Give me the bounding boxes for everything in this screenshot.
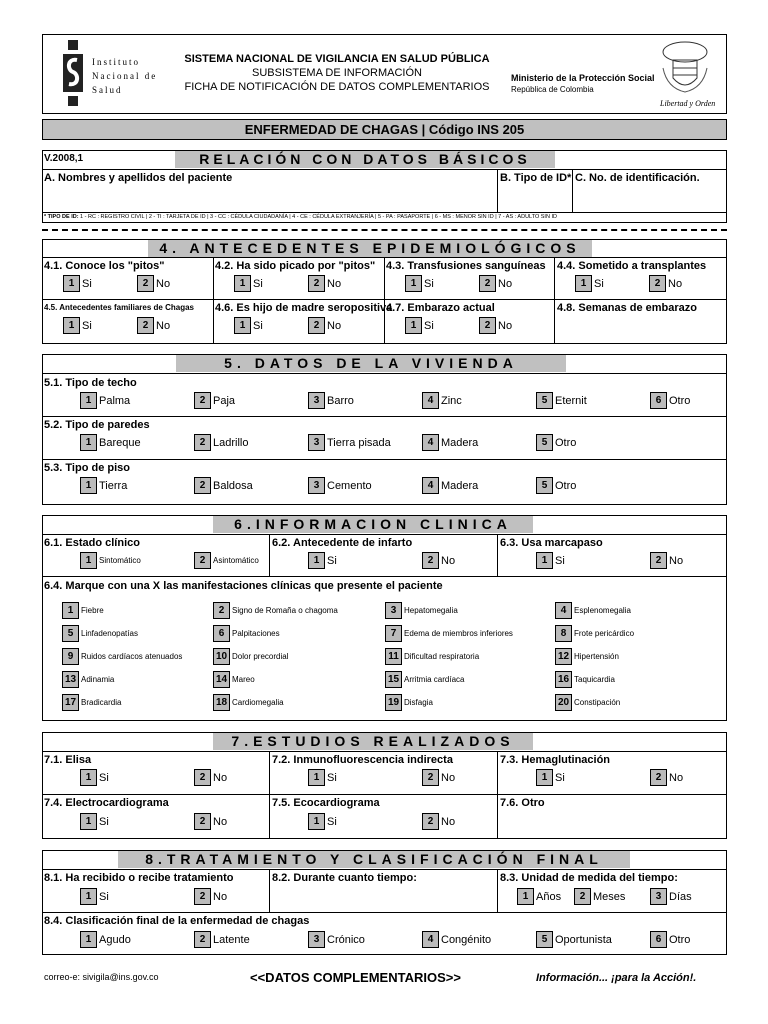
duration-field[interactable]: [272, 886, 492, 908]
clinical-state-1[interactable]: 1 Sintomático: [80, 552, 141, 569]
option-label: Si: [327, 771, 337, 784]
q8-2-label: 8.2. Durante cuanto tiempo:: [272, 872, 417, 884]
footer-email: correo-e: sivigila@ins.gov.co: [44, 972, 159, 982]
q8-1-label: 8.1. Ha recibido o recibe tratamiento: [44, 872, 234, 884]
option-label: Si: [555, 554, 565, 567]
q4-2-label: 4.2. Ha sido picado por "pitos": [215, 260, 376, 272]
option-label: Si: [594, 277, 604, 290]
q7-2-label: 7.2. Inmunofluorescencia indirecta: [272, 754, 453, 766]
q7-4-no[interactable]: 2 No: [194, 813, 227, 830]
option-label: Hepatomegalia: [404, 606, 458, 615]
q4-4-no[interactable]: 2 No: [649, 275, 682, 292]
option-label: Otro: [555, 436, 577, 449]
header-title-3: FICHA DE NOTIFICACIÓN DE DATOS COMPLEMENTARIOS: [184, 81, 490, 93]
section-4-band: 4. ANTECEDENTES EPIDEMIOLÓGICOS: [148, 240, 592, 257]
q4-3-si[interactable]: 1 Si: [405, 275, 434, 292]
section-5-band: 5. DATOS DE LA VIVIENDA: [176, 355, 566, 372]
wall-opt-2[interactable]: 2 Ladrillo: [194, 434, 248, 451]
time-unit-2[interactable]: 2 Meses: [574, 888, 625, 905]
q8-1-si[interactable]: 1 Si: [80, 888, 109, 905]
ministry: [511, 72, 655, 96]
q4-6-label: 4.6. Es hijo de madre seropositiva: [215, 302, 393, 314]
form-title: ENFERMEDAD DE CHAGAS | Código INS 205: [42, 119, 727, 140]
manifestation-2[interactable]: 2 Signo de Romaña o chagoma: [213, 602, 338, 619]
option-label: Si: [327, 815, 337, 828]
section-6-band: 6.INFORMACION CLINICA: [213, 516, 533, 533]
final-class-1[interactable]: 1 Agudo: [80, 931, 131, 948]
q7-6-label: 7.6. Otro: [500, 797, 545, 809]
q6-3-si[interactable]: 1 Si: [536, 552, 565, 569]
q4-2-no[interactable]: 2 No: [308, 275, 341, 292]
manifestation-14[interactable]: 14 Mareo: [213, 671, 255, 688]
option-label: Ladrillo: [213, 436, 249, 449]
manifestation-5[interactable]: 5 Linfadenopatías: [62, 625, 138, 642]
option-label: Si: [327, 554, 337, 567]
coat-of-arms-icon: [655, 38, 715, 96]
option-label: Frote pericárdico: [574, 629, 635, 638]
option-label: No: [327, 319, 342, 332]
option-label: No: [213, 890, 228, 903]
id-type-label: B. Tipo de ID*: [500, 172, 572, 184]
final-class-2[interactable]: 2 Latente: [194, 931, 250, 948]
option-label: Si: [99, 890, 109, 903]
final-class-4[interactable]: 4 Congénito: [422, 931, 491, 948]
option-label: Latente: [213, 933, 250, 946]
option-label: Años: [536, 890, 562, 903]
option-label: Meses: [593, 890, 626, 903]
time-unit-1[interactable]: 1 Años: [517, 888, 561, 905]
id-type-note-text: 1 - RC : REGISTRO CIVIL | 2 - TI : TARJETA DE ID | 3 - CC : CÉDULA CIUDADANÍA | 4 - CE : CÉDULA EXTRANJERÍA | 5 - PA : PASAPORTE | 6 - MS : MENOR SIN ID | 7 - AS : ADULTO SIN ID: [78, 214, 557, 220]
option-label: Baldosa: [213, 479, 253, 492]
option-label: Adinamia: [81, 675, 115, 684]
q4-3-label: 4.3. Transfusiones sanguíneas: [386, 260, 546, 272]
manifestation-13[interactable]: 13 Adinamia: [62, 671, 114, 688]
q6-2-no[interactable]: 2 No: [422, 552, 455, 569]
manifestation-12[interactable]: 12 Hipertensión: [555, 648, 619, 665]
option-label: Cardiomegalia: [232, 698, 284, 707]
floor-opt-3[interactable]: 3 Cemento: [308, 477, 372, 494]
option-label: No: [327, 277, 342, 290]
q4-4-label: 4.4. Sometido a transplantes: [557, 260, 707, 272]
footer-slogan: Información... ¡para la Acción!.: [536, 972, 697, 984]
basic-band: RELACIÓN CON DATOS BÁSICOS: [175, 151, 555, 168]
ins-line-3: Salud: [92, 85, 123, 95]
q4-5-no[interactable]: 2 No: [137, 317, 170, 334]
patient-name-field[interactable]: [44, 186, 494, 210]
option-label: No: [441, 771, 456, 784]
q7-4-si[interactable]: 1 Si: [80, 813, 109, 830]
q4-7-si[interactable]: 1 Si: [405, 317, 434, 334]
option-label: Hipertensión: [574, 652, 619, 661]
dashed-divider: [42, 229, 727, 231]
id-number-label: C. No. de identificación.: [575, 172, 700, 184]
option-label: Si: [555, 771, 565, 784]
option-label: Bareque: [99, 436, 141, 449]
option-label: Tierra pisada: [327, 436, 391, 449]
option-label: Tierra: [99, 479, 128, 492]
q4-3-no[interactable]: 2 No: [479, 275, 512, 292]
manifestation-17[interactable]: 17 Bradicardia: [62, 694, 121, 711]
q6-3-label: 6.3. Usa marcapaso: [500, 537, 603, 549]
option-label: Edema de miembros inferiores: [404, 629, 513, 638]
floor-opt-5[interactable]: 5 Otro: [536, 477, 576, 494]
option-label: Esplenomegalia: [574, 606, 631, 615]
manifestation-1[interactable]: 1 Fiebre: [62, 602, 104, 619]
option-label: Bradicardia: [81, 698, 122, 707]
option-label: Sintomático: [99, 556, 141, 565]
option-label: Paja: [213, 394, 236, 407]
option-label: Madera: [441, 436, 479, 449]
option-label: Asintomático: [213, 556, 259, 565]
manifestation-9[interactable]: 9 Ruidos cardíacos atenuados: [62, 648, 182, 665]
q7-1-label: 7.1. Elisa: [44, 754, 92, 766]
q6-1-label: 6.1. Estado clínico: [44, 537, 140, 549]
manifestation-11[interactable]: 11 Dificultad respiratoria: [385, 648, 479, 665]
manifestation-20[interactable]: 20 Constipación: [555, 694, 620, 711]
option-label: Si: [99, 771, 109, 784]
clinical-state-2[interactable]: 2 Asintomático: [194, 552, 259, 569]
roof-opt-1[interactable]: 1 Palma: [80, 392, 130, 409]
option-label: Si: [253, 277, 263, 290]
q7-5-no[interactable]: 2 No: [422, 813, 455, 830]
wall-opt-5[interactable]: 5 Otro: [536, 434, 576, 451]
roof-opt-5[interactable]: 5 Eternit: [536, 392, 587, 409]
option-label: No: [156, 277, 171, 290]
floor-opt-4[interactable]: 4 Madera: [422, 477, 478, 494]
q4-6-no[interactable]: 2 No: [308, 317, 341, 334]
q6-2-label: 6.2. Antecedente de infarto: [272, 537, 413, 549]
option-label: Signo de Romaña o chagoma: [232, 606, 338, 615]
option-label: Zinc: [441, 394, 462, 407]
ins-logo: [63, 40, 83, 106]
q4-7-label: 4.7. Embarazo actual: [386, 302, 495, 314]
option-label: Si: [424, 319, 434, 332]
option-label: Oportunista: [555, 933, 612, 946]
roof-opt-6[interactable]: 6 Otro: [650, 392, 690, 409]
manifestation-8[interactable]: 8 Frote pericárdico: [555, 625, 634, 642]
q4-1-label: 4.1. Conoce los "pitos": [44, 260, 165, 272]
option-label: Palma: [99, 394, 131, 407]
manifestation-18[interactable]: 18 Cardiomegalia: [213, 694, 284, 711]
final-class-5[interactable]: 5 Oportunista: [536, 931, 612, 948]
q4-5-label: 4.5. Antecedentes familiares de Chagas: [44, 303, 194, 312]
option-label: No: [213, 815, 228, 828]
option-label: No: [441, 815, 456, 828]
header-titles: [172, 52, 502, 94]
patient-name-label: A. Nombres y apellidos del paciente: [44, 172, 233, 184]
version: V.2008,1: [44, 153, 84, 164]
wall-opt-1[interactable]: 1 Bareque: [80, 434, 141, 451]
option-label: Si: [253, 319, 263, 332]
option-label: Mareo: [232, 675, 255, 684]
final-class-3[interactable]: 3 Crónico: [308, 931, 365, 948]
q6-3-no[interactable]: 2 No: [650, 552, 683, 569]
ins-line-1: Instituto: [92, 57, 141, 67]
header-title-1: SISTEMA NACIONAL DE VIGILANCIA EN SALUD PÚBLICA: [184, 53, 490, 65]
q5-3-label: 5.3. Tipo de piso: [44, 462, 130, 474]
option-label: Arritmia cardíaca: [404, 675, 465, 684]
final-class-6[interactable]: 6 Otro: [650, 931, 690, 948]
wall-opt-3[interactable]: 3 Tierra pisada: [308, 434, 391, 451]
ins-name: [92, 55, 157, 97]
manifestation-19[interactable]: 19 Disfagia: [385, 694, 433, 711]
manifestation-6[interactable]: 6 Palpitaciones: [213, 625, 280, 642]
q8-4-label: 8.4. Clasificación final de la enfermedad de chagas: [44, 915, 310, 927]
q7-4-label: 7.4. Electrocardiograma: [44, 797, 169, 809]
q4-5-si[interactable]: 1 Si: [63, 317, 92, 334]
option-label: Eternit: [555, 394, 587, 407]
manifestation-10[interactable]: 10 Dolor precordial: [213, 648, 288, 665]
option-label: Taquicardia: [574, 675, 615, 684]
option-label: Otro: [555, 479, 577, 492]
manifestation-16[interactable]: 16 Taquicardia: [555, 671, 615, 688]
q7-2-si[interactable]: 1 Si: [308, 769, 337, 786]
q4-1-si[interactable]: 1 Si: [63, 275, 92, 292]
q5-2-label: 5.2. Tipo de paredes: [44, 419, 150, 431]
manifestation-15[interactable]: 15 Arritmia cardíaca: [385, 671, 464, 688]
section-8-band: 8.TRATAMIENTO Y CLASIFICACIÓN FINAL: [118, 851, 630, 868]
option-label: Cemento: [327, 479, 372, 492]
q7-2-no[interactable]: 2 No: [422, 769, 455, 786]
roof-opt-4[interactable]: 4 Zinc: [422, 392, 462, 409]
option-label: Otro: [669, 933, 691, 946]
wall-opt-4[interactable]: 4 Madera: [422, 434, 478, 451]
option-label: Ruidos cardíacos atenuados: [81, 652, 183, 661]
manifestation-7[interactable]: 7 Edema de miembros inferiores: [385, 625, 513, 642]
q4-7-no[interactable]: 2 No: [479, 317, 512, 334]
option-label: Linfadenopatías: [81, 629, 138, 638]
header-title-2: SUBSISTEMA DE INFORMACIÓN: [252, 67, 422, 79]
q8-1-no[interactable]: 2 No: [194, 888, 227, 905]
option-label: Barro: [327, 394, 354, 407]
option-label: Si: [99, 815, 109, 828]
option-label: No: [669, 554, 684, 567]
option-label: Otro: [669, 394, 691, 407]
option-label: No: [156, 319, 171, 332]
option-label: Días: [669, 890, 692, 903]
id-type-note: [44, 214, 557, 220]
roof-opt-2[interactable]: 2 Paja: [194, 392, 235, 409]
q4-6-si[interactable]: 1 Si: [234, 317, 263, 334]
motto: Libertad y Orden: [660, 99, 716, 108]
option-label: Agudo: [99, 933, 131, 946]
roof-opt-3[interactable]: 3 Barro: [308, 392, 354, 409]
option-label: Palpitaciones: [232, 629, 280, 638]
option-label: Si: [424, 277, 434, 290]
q4-1-no[interactable]: 2 No: [137, 275, 170, 292]
option-label: No: [498, 319, 513, 332]
option-label: Si: [82, 277, 92, 290]
q4-8-label: 4.8. Semanas de embarazo: [557, 302, 698, 314]
q6-2-si[interactable]: 1 Si: [308, 552, 337, 569]
manifestation-4[interactable]: 4 Esplenomegalia: [555, 602, 631, 619]
floor-opt-1[interactable]: 1 Tierra: [80, 477, 127, 494]
floor-opt-2[interactable]: 2 Baldosa: [194, 477, 253, 494]
q6-4-label: 6.4. Marque con una X las manifestaciones clínicas que presente el paciente: [44, 580, 443, 592]
option-label: Congénito: [441, 933, 492, 946]
footer-center: <<DATOS COMPLEMENTARIOS>>: [250, 970, 461, 985]
option-label: No: [668, 277, 683, 290]
option-label: No: [441, 554, 456, 567]
q7-3-label: 7.3. Hemaglutinación: [500, 754, 611, 766]
time-unit-3[interactable]: 3 Días: [650, 888, 692, 905]
q7-5-si[interactable]: 1 Si: [308, 813, 337, 830]
option-label: Dificultad respiratoria: [404, 652, 480, 661]
manifestation-3[interactable]: 3 Hepatomegalia: [385, 602, 458, 619]
q7-1-no[interactable]: 2 No: [194, 769, 227, 786]
ins-logo-icon: [63, 40, 83, 106]
option-label: No: [669, 771, 684, 784]
q4-4-si[interactable]: 1 Si: [575, 275, 604, 292]
ministry-name: Ministerio de la Protección Social: [511, 73, 655, 83]
ins-line-2: Nacional de: [92, 71, 158, 81]
q4-2-si[interactable]: 1 Si: [234, 275, 263, 292]
option-label: Disfagia: [404, 698, 433, 707]
id-type-note-label: * TIPO DE ID:: [44, 214, 79, 220]
option-label: Dolor precordial: [232, 652, 289, 661]
option-label: Si: [82, 319, 92, 332]
option-label: No: [498, 277, 513, 290]
option-label: Fiebre: [81, 606, 104, 615]
section-7-band: 7.ESTUDIOS REALIZADOS: [213, 733, 533, 750]
q7-1-si[interactable]: 1 Si: [80, 769, 109, 786]
q7-3-no[interactable]: 2 No: [650, 769, 683, 786]
option-label: Madera: [441, 479, 479, 492]
option-label: Constipación: [574, 698, 621, 707]
q8-3-label: 8.3. Unidad de medida del tiempo:: [500, 872, 678, 884]
q5-1-label: 5.1. Tipo de techo: [44, 377, 137, 389]
option-label: Crónico: [327, 933, 365, 946]
ministry-country: República de Colombia: [511, 85, 594, 94]
q7-5-label: 7.5. Ecocardiograma: [272, 797, 380, 809]
q7-3-si[interactable]: 1 Si: [536, 769, 565, 786]
option-label: No: [213, 771, 228, 784]
